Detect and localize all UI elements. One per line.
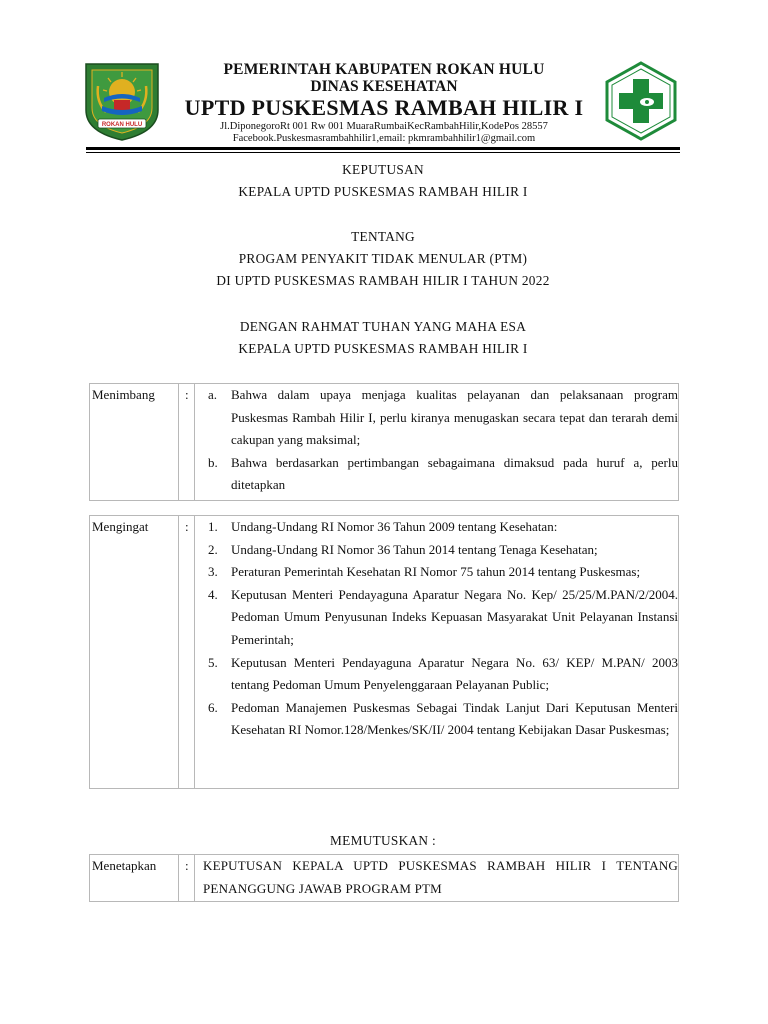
rokan-hulu-emblem-icon xyxy=(84,62,160,142)
mengingat-list xyxy=(207,516,678,742)
menetapkan-colon: : xyxy=(185,858,189,873)
list-item-text: Undang-Undang RI Nomor 36 Tahun 2009 tentang Kesehatan: xyxy=(231,519,558,534)
column-divider xyxy=(194,516,195,788)
list-item-text: Bahwa dalam upaya menjaga kualitas pelayanan dan pelaksanaan program Puskesmas Rambah Hilir I, perlu kiranya menugaskan secara tepat dan terarah demi cakupan yang maksimal; xyxy=(231,387,678,448)
list-item-text: Keputusan Menteri Pendayaguna Aparatur Negara No. 63/ KEP/ M.PAN/ 2003 tentang Pedoman Umum Penyelenggaraan Pelayanan Public; xyxy=(231,654,678,693)
list-marker: 4. xyxy=(208,586,218,602)
title-kepala: KEPALA UPTD PUSKESMAS RAMBAH HILIR I xyxy=(238,184,528,199)
letterhead-institution: UPTD PUSKESMAS RAMBAH HILIR I xyxy=(184,95,584,120)
mengingat-label: Mengingat xyxy=(92,519,149,534)
list-item xyxy=(207,516,678,539)
menimbang-colon: : xyxy=(185,387,189,402)
title-rahmat: DENGAN RAHMAT TUHAN YANG MAHA ESA xyxy=(239,319,527,334)
mengingat-table xyxy=(89,515,679,789)
list-marker: 1. xyxy=(208,519,218,534)
list-marker: b. xyxy=(208,454,218,470)
list-marker: 2. xyxy=(208,541,218,557)
emblem-banner-text: ROKAN HULU xyxy=(101,122,143,128)
menimbang-table xyxy=(89,383,679,501)
list-marker: 5. xyxy=(208,654,218,670)
list-marker: 3. xyxy=(208,564,218,580)
title-keputusan: KEPUTUSAN xyxy=(342,162,424,177)
column-divider xyxy=(178,516,179,788)
list-item xyxy=(207,584,678,652)
list-item-text: Keputusan Menteri Pendayaguna Aparatur Negara No. Kep/ 25/25/M.PAN/2/2004. Pedoman Umum Penyusunan Indeks Kepuasan Masyarakat Unit Pelayanan Instansi Pemerintah; xyxy=(231,586,678,647)
list-item xyxy=(207,539,678,562)
letterhead-contact: Facebook.Puskesmasrambahhilir1,email: pkmrambahhilir1@gmail.com xyxy=(232,133,536,144)
letterhead-rule-thick xyxy=(86,147,680,150)
menetapkan-text: KEPUTUSAN KEPALA UPTD PUSKESMAS RAMBAH HILIR I TENTANG PENANGGUNG JAWAB PROGRAM PTM xyxy=(203,858,678,896)
list-item xyxy=(207,652,678,697)
mengingat-colon: : xyxy=(185,519,189,534)
title-lokasi: DI UPTD PUSKESMAS RAMBAH HILIR I TAHUN 2022 xyxy=(216,273,550,288)
column-divider xyxy=(194,384,195,500)
title-tentang: TENTANG xyxy=(351,229,415,244)
list-item-text: Peraturan Pemerintah Kesehatan RI Nomor 75 tahun 2014 tentang Puskesmas; xyxy=(231,564,641,580)
column-divider xyxy=(178,384,179,500)
list-marker: 6. xyxy=(208,699,218,715)
title-program: PROGAM PENYAKIT TIDAK MENULAR (PTM) xyxy=(238,251,528,266)
list-item-text: Bahwa berdasarkan pertimbangan sebagaimana dimaksud pada huruf a, perlu ditetapkan xyxy=(231,454,678,493)
letterhead-rule-thin xyxy=(86,152,680,153)
menetapkan-table xyxy=(89,854,679,902)
letterhead-department: DINAS KESEHATAN xyxy=(310,78,458,95)
letterhead-address: Jl.DiponegoroRt 001 Rw 001 MuaraRumbaiKecRambahHilir,KodePos 28557 xyxy=(220,121,548,132)
title-memutuskan: MEMUTUSKAN : xyxy=(330,833,436,848)
letterhead-government: PEMERINTAH KABUPATEN ROKAN HULU xyxy=(223,61,545,78)
menetapkan-label: Menetapkan xyxy=(92,858,157,873)
column-divider xyxy=(178,855,179,901)
list-item-text: Pedoman Manajemen Puskesmas Sebagai Tindak Lanjut Dari Keputusan Menteri Kesehatan RI Nomor.128/Menkes/SK/II/ 2004 tentang Kebijakan Dasar Puskesmas; xyxy=(231,699,678,738)
list-item-text: Undang-Undang RI Nomor 36 Tahun 2014 tentang Tenaga Kesehatan; xyxy=(231,541,598,557)
list-item xyxy=(207,561,678,584)
menimbang-list xyxy=(207,384,678,497)
list-item xyxy=(207,697,678,742)
list-item xyxy=(207,384,678,452)
menimbang-label: Menimbang xyxy=(92,387,155,402)
title-kepala-2: KEPALA UPTD PUSKESMAS RAMBAH HILIR I xyxy=(238,341,528,356)
column-divider xyxy=(194,855,195,901)
list-marker: a. xyxy=(208,387,218,402)
puskesmas-cross-logo-icon xyxy=(603,61,679,141)
list-item xyxy=(207,452,678,497)
